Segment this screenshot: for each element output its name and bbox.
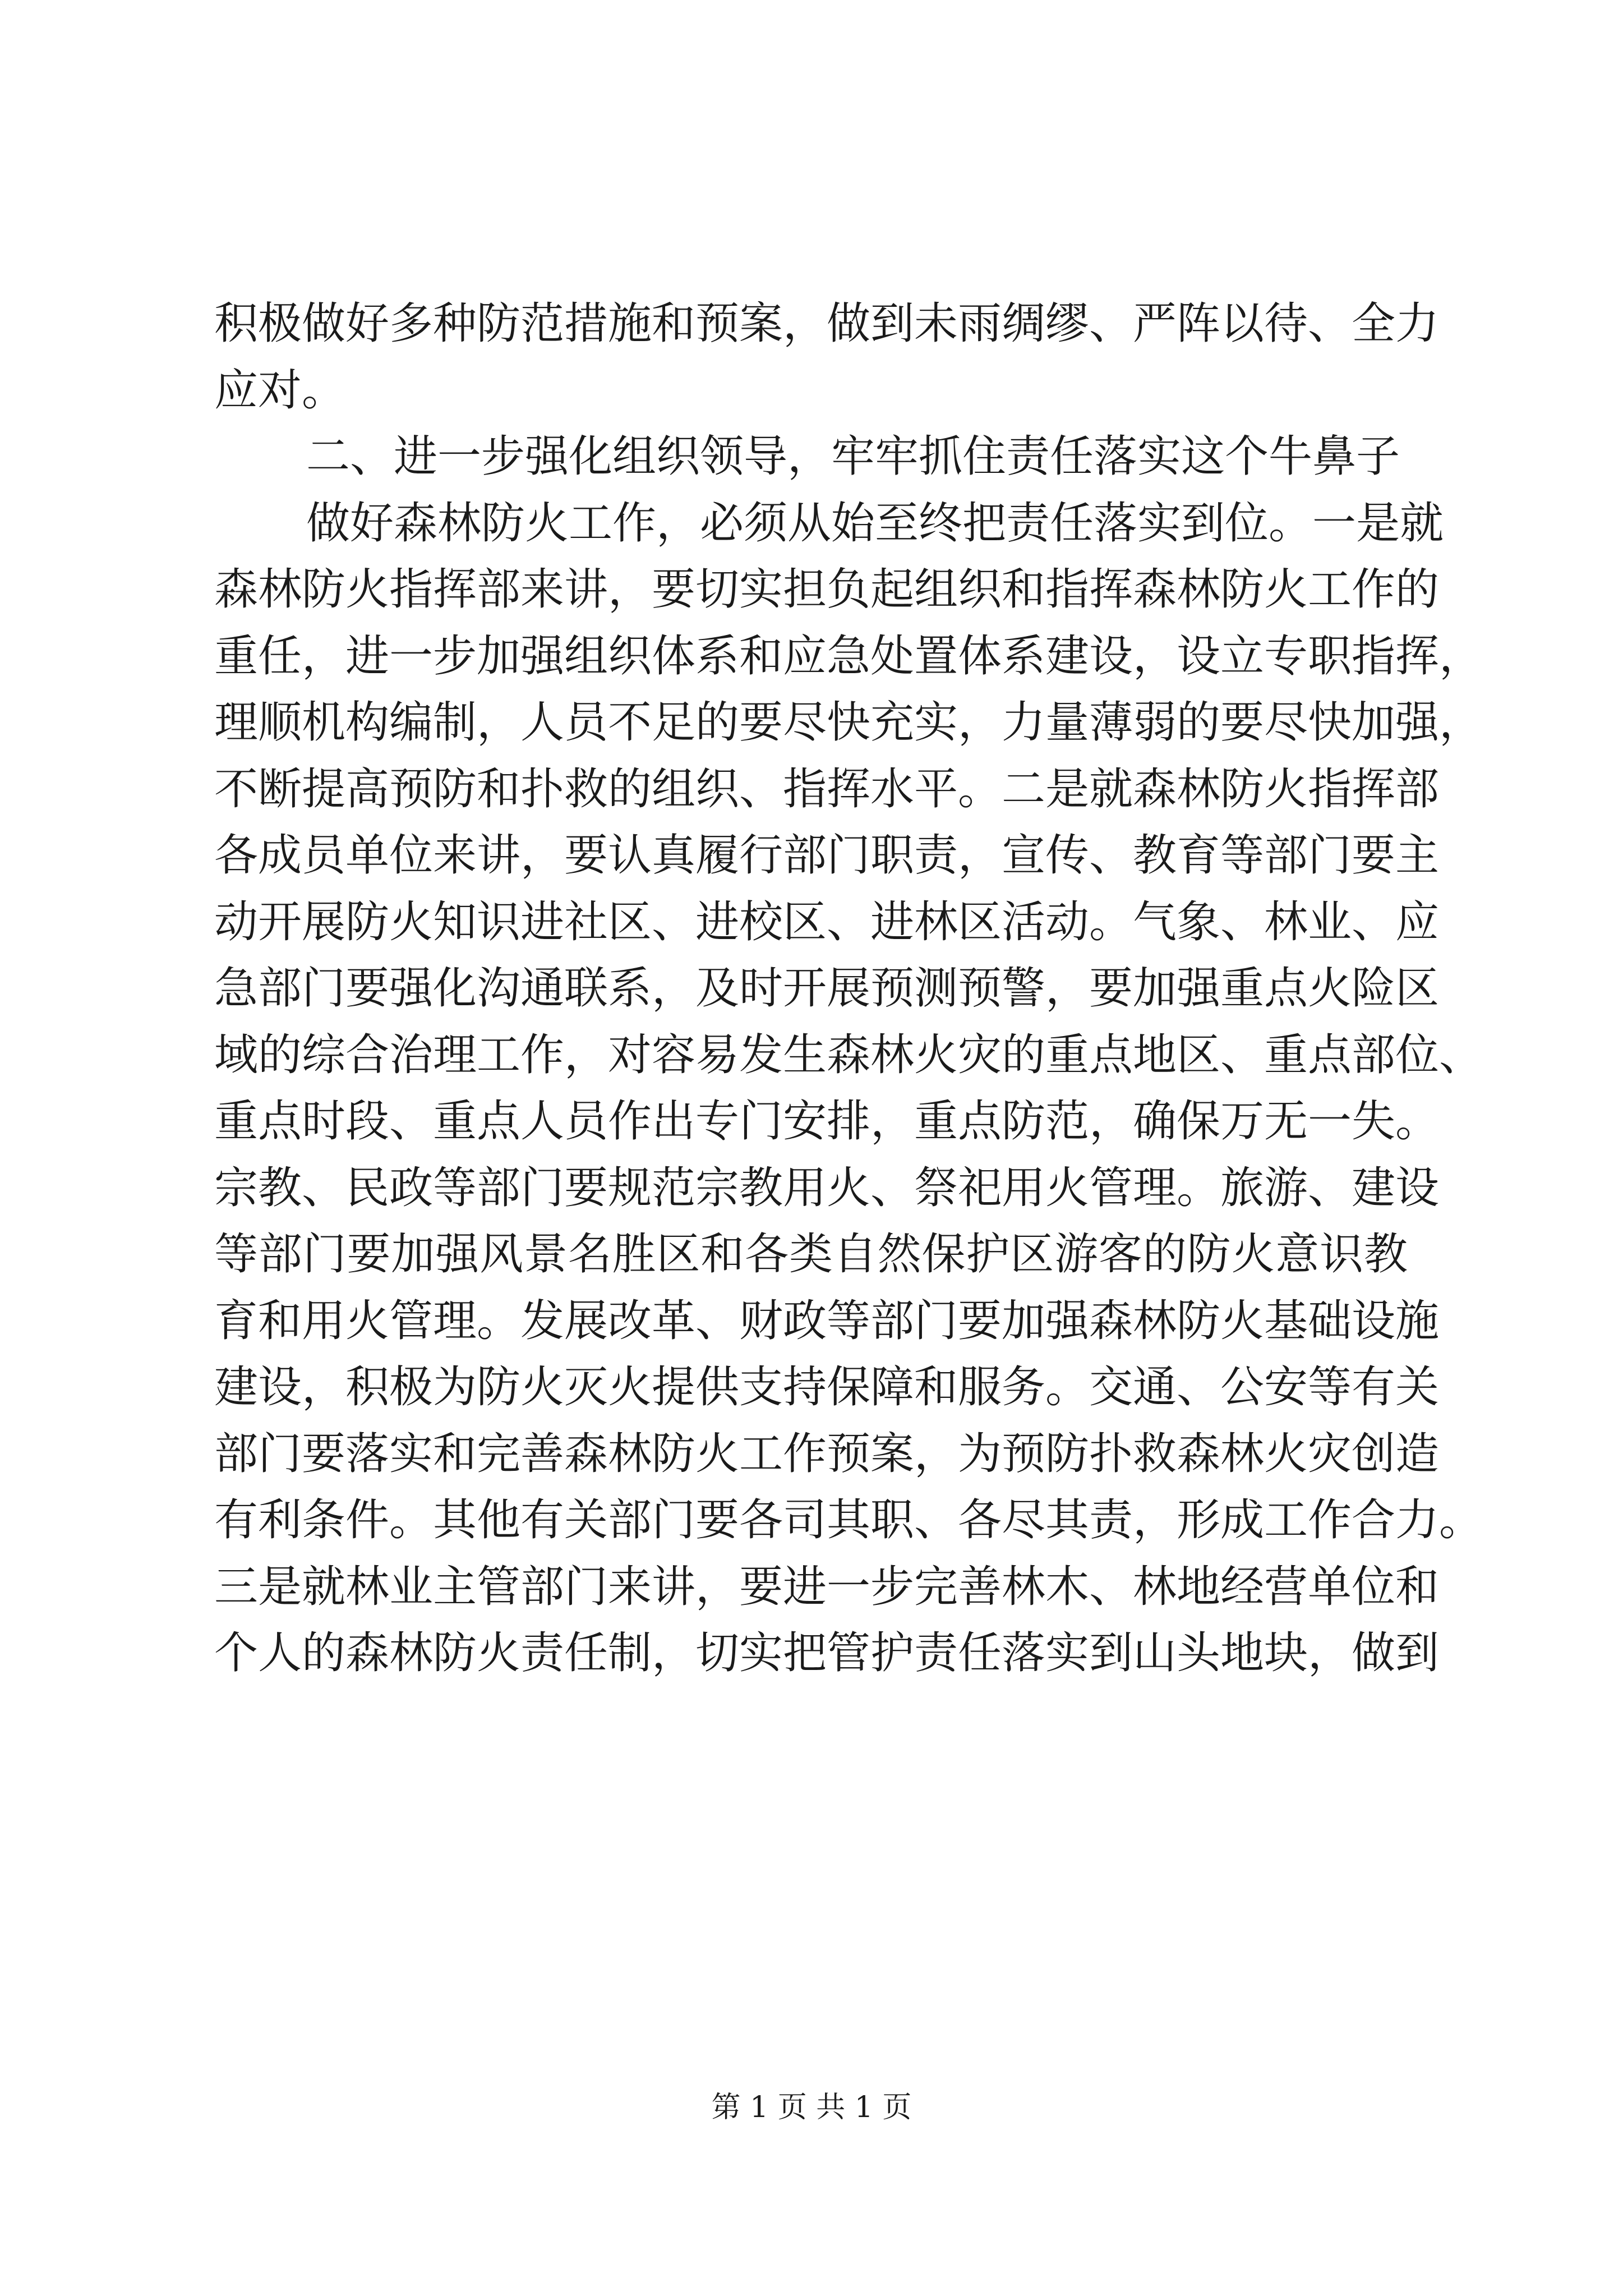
section-heading: 二、进一步强化组织领导，牢牢抓住责任落实这个牛鼻子 <box>306 431 1400 482</box>
document-body <box>214 291 1483 1687</box>
paragraph-line: 个人的森林防火责任制，切实把管护责任落实到山头地块，做到 <box>214 1628 1440 1678</box>
paragraph-line: 森林防火指挥部来讲，要切实担负起组织和指挥森林防火工作的 <box>214 564 1440 615</box>
page-footer <box>0 2088 1623 2127</box>
paragraph-line: 重点时段、重点人员作出专门安排，重点防范，确保万无一失。 <box>214 1096 1440 1147</box>
paragraph-line: 三是就林业主管部门来讲，要进一步完善林木、林地经营单位和 <box>214 1561 1440 1612</box>
paragraph-line: 理顺机构编制，人员不足的要尽快充实，力量薄弱的要尽快加强， <box>214 697 1483 748</box>
paragraph-line: 育和用火管理。发展改革、财政等部门要加强森林防火基础设施 <box>214 1295 1440 1346</box>
page-number: 第 1 页 共 1 页 <box>711 2091 912 2124</box>
paragraph-line: 急部门要强化沟通联系，及时开展预测预警，要加强重点火险区 <box>214 963 1440 1014</box>
paragraph-line: 应对。 <box>214 365 346 416</box>
paragraph-line: 动开展防火知识进社区、进校区、进林区活动。气象、林业、应 <box>214 896 1440 947</box>
paragraph-line: 建设，积极为防火灭火提供支持保障和服务。交通、公安等有关 <box>214 1362 1440 1412</box>
paragraph-line: 各成员单位来讲，要认真履行部门职责，宣传、教育等部门要主 <box>214 830 1440 881</box>
paragraph-line: 部门要落实和完善森林防火工作预案，为预防扑救森林火灾创造 <box>214 1428 1440 1479</box>
paragraph-line: 宗教、民政等部门要规范宗教用火、祭祀用火管理。旅游、建设 <box>214 1162 1440 1213</box>
paragraph-line: 积极做好多种防范措施和预案，做到未雨绸缪、严阵以待、全力 <box>214 298 1440 349</box>
paragraph-line: 等部门要加强风景名胜区和各类自然保护区游客的防火意识教 <box>214 1229 1408 1280</box>
paragraph-line: 域的综合治理工作，对容易发生森林火灾的重点地区、重点部位、 <box>214 1029 1483 1080</box>
paragraph-line: 不断提高预防和扑救的组织、指挥水平。二是就森林防火指挥部 <box>214 763 1440 815</box>
paragraph-line: 做好森林防火工作，必须从始至终把责任落实到位。一是就 <box>306 498 1444 549</box>
paragraph-line: 重任，进一步加强组织体系和应急处置体系建设，设立专职指挥， <box>214 631 1483 682</box>
paragraph-line: 有利条件。其他有关部门要各司其职、各尽其责，形成工作合力。 <box>214 1495 1483 1545</box>
